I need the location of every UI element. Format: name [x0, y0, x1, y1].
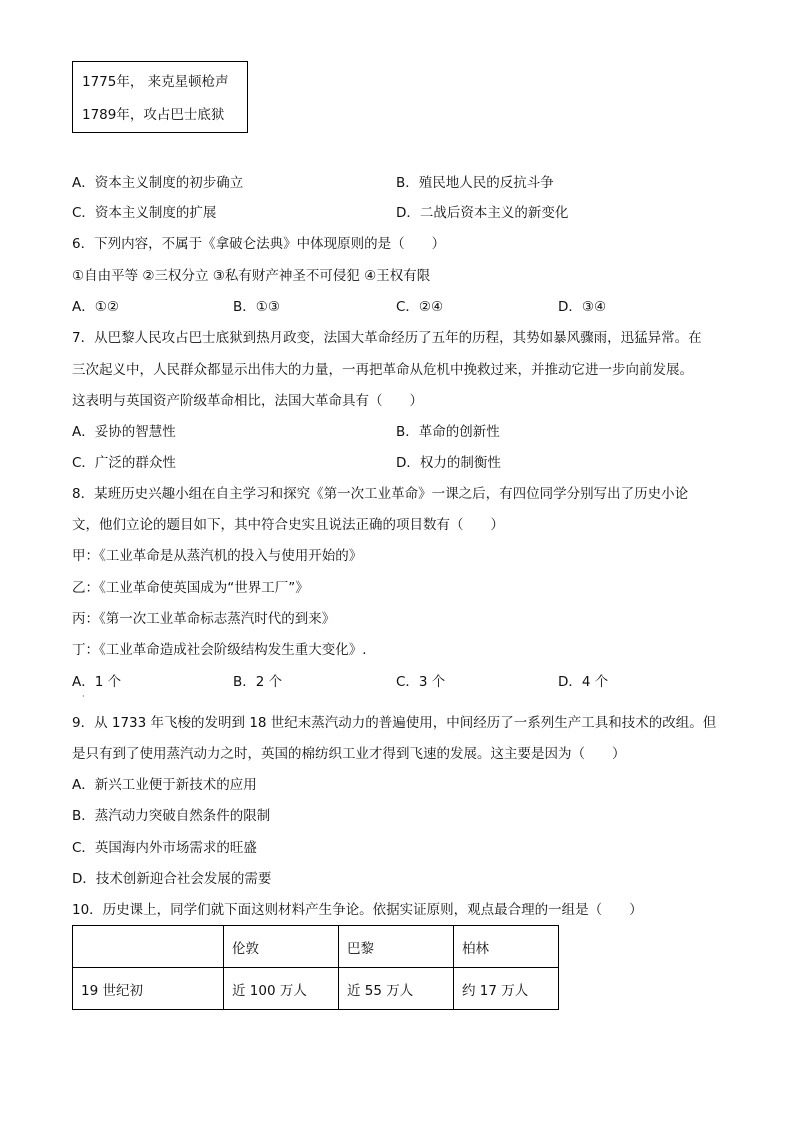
q8-option-c: C．3 个: [396, 674, 446, 690]
q8-option-d: D．4 个: [558, 674, 609, 690]
q5-option-d: D．二战后资本主义的新变化: [396, 205, 569, 221]
material-line-1: 1775年， 来克星顿枪声: [82, 74, 229, 90]
table-header-cell: 伦敦: [224, 926, 339, 968]
material-box: [72, 61, 248, 133]
q8-option-a: A．1 个: [72, 674, 122, 690]
q8-item-bing: 丙：《第一次工业革命标志蒸汽时代的到来》: [72, 611, 336, 627]
q8-stem-line-1: 8．某班历史兴趣小组在自主学习和探究《第一次工业革命》一课之后，有四位同学分别写出了历史小论: [72, 486, 689, 502]
table-cell: 19 世纪初: [73, 968, 224, 1010]
q5-option-b: B．殖民地人民的反抗斗争: [396, 175, 554, 191]
q7-stem-line-3: 这表明与英国资产阶级革命相比，法国大革命具有（ ）: [72, 393, 423, 409]
q8-item-yi: 乙：《工业革命使英国成为“世界工厂”》: [72, 580, 309, 596]
q7-option-b: B．革命的创新性: [396, 424, 500, 440]
q8-item-ding: 丁：《工业革命造成社会阶级结构发生重大变化》.: [72, 642, 367, 658]
q9-option-c: C．英国海内外市场需求的旺盛: [72, 840, 257, 856]
table-row: [73, 968, 559, 1010]
q5-option-c: C．资本主义制度的扩展: [72, 205, 217, 221]
q7-stem-line-1: 7．从巴黎人民攻占巴士底狱到热月政变，法国大革命经历了五年的历程，其势如暴风骤雨，迅猛异常。在: [72, 330, 702, 346]
table-cell: 近 55 万人: [339, 968, 454, 1010]
q7-option-a: A．妥协的智慧性: [72, 424, 176, 440]
q9-option-a: A．新兴工业便于新技术的应用: [72, 777, 257, 793]
q6-option-d: D．③④: [558, 299, 607, 315]
table-header-row: [73, 926, 559, 968]
q7-option-d: D．权力的制衡性: [396, 455, 501, 471]
q5-option-a: A．资本主义制度的初步确立: [72, 175, 244, 191]
q7-stem-line-2: 三次起义中，人民群众都显示出伟大的力量，一再把革命从危机中挽救过来，并推动它进一步向前发展。: [72, 362, 693, 378]
q9-stem-line-2: 是只有到了使用蒸汽动力之时，英国的棉纺织工业才得到飞速的发展。这主要是因为（ ）: [72, 746, 626, 762]
table-cell: 约 17 万人: [454, 968, 559, 1010]
q8-option-b: B．2 个: [233, 674, 283, 690]
q6-items: ①自由平等 ②三权分立 ③私有财产神圣不可侵犯 ④王权有限: [72, 268, 431, 284]
table-header-cell: 柏林: [454, 926, 559, 968]
q6-stem: 6．下列内容，不属于《拿破仑法典》中体现原则的是（ ）: [72, 236, 446, 252]
q6-option-a: A．①②: [72, 299, 119, 315]
q6-option-c: C．②④: [396, 299, 444, 315]
q9-option-b: B．蒸汽动力突破自然条件的限制: [72, 808, 271, 824]
material-line-2: 1789年，攻占巴士底狱: [82, 107, 225, 123]
q9-stem-line-1: 9．从 1733 年飞梭的发明到 18 世纪末蒸汽动力的普遍使用，中间经历了一系列生产工具和技术的改组。但: [72, 715, 717, 731]
population-table: [72, 925, 559, 1010]
q7-option-c: C．广泛的群众性: [72, 455, 176, 471]
q6-option-b: B．①③: [233, 299, 280, 315]
q10-stem: 10．历史课上，同学们就下面这则材料产生争论。依据实证原则，观点最合理的一组是（ ）: [72, 902, 643, 918]
q8-stem-line-2: 文，他们立论的题目如下，其中符合史实且说法正确的项目数有（ ）: [72, 517, 504, 533]
table-cell: 近 100 万人: [224, 968, 339, 1010]
q8-item-jia: 甲：《工业革命是从蒸汽机的投入与使用开始的》: [72, 548, 363, 564]
table-header-cell: [73, 926, 224, 968]
stray-dot: ·: [82, 692, 85, 701]
q9-option-d: D．技术创新迎合社会发展的需要: [72, 871, 272, 887]
table-header-cell: 巴黎: [339, 926, 454, 968]
